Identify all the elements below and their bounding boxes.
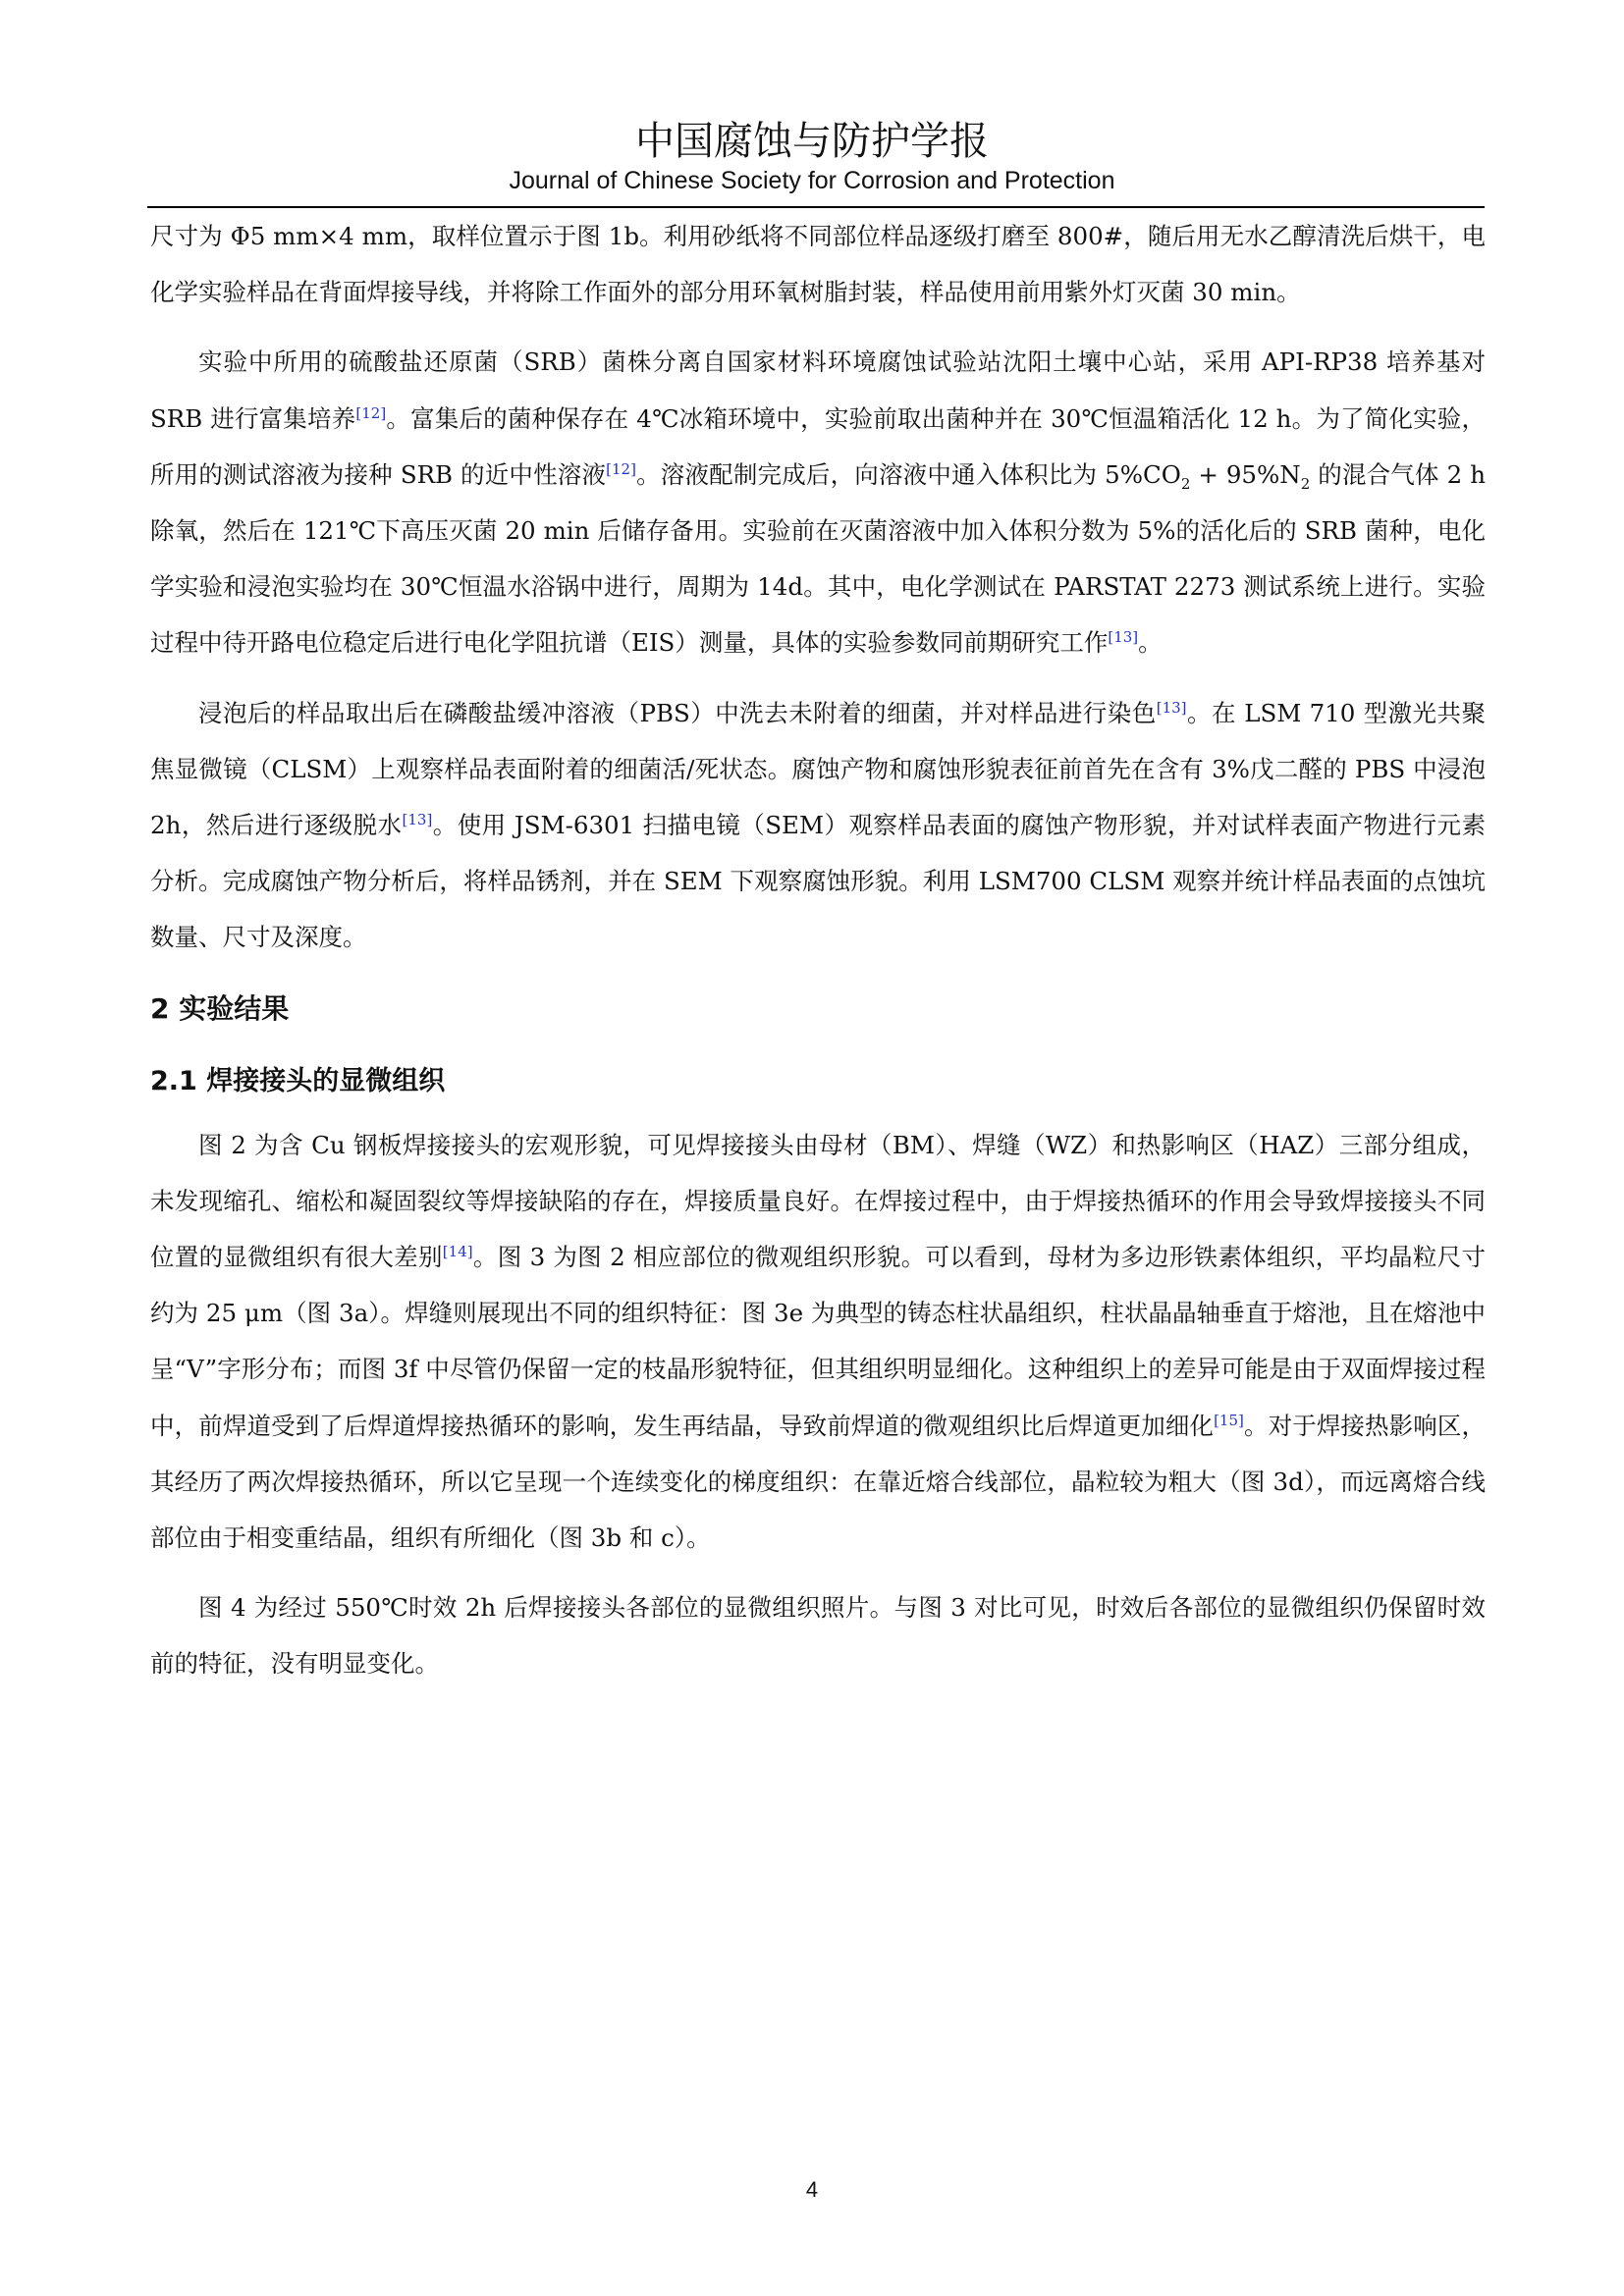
paragraph-microstructure [150, 1117, 1486, 1567]
page-number: 4 [805, 2177, 819, 2202]
citation-link[interactable]: [13] [1156, 698, 1187, 717]
subsection-heading: 2.1 焊接接头的显微组织 [150, 1065, 446, 1096]
text-segment: + 95%N [1190, 459, 1301, 489]
citation-link[interactable]: [13] [1108, 628, 1139, 647]
citation-link[interactable]: [14] [442, 1243, 473, 1261]
citation-link[interactable]: [15] [1214, 1411, 1244, 1429]
text-segment: 浸泡后的样品取出后在磷酸盐缓冲溶液（PBS）中洗去未附着的细菌，并对样品进行染色 [198, 698, 1157, 727]
text-segment: 的混合气体 2 h 除氧，然后在 121℃下高压灭菌 20 min 后储存备用。实验前在灭菌溶液中加入体积分数为 5%的活化后的 SRB 菌种，电化学实验和浸泡实验均在 30℃恒温水浴锅中进行，周期为 14d。其中，电化学测试在 PARSTAT 2273 测试系统上进行。实验过程中待开路电位稳定后进行电化学阻抗谱（EIS）测量，具体的实验参数同前期研究工作 [150, 459, 1486, 658]
text-segment: 。使用 JSM-6301 扫描电镜（SEM）观察样品表面的腐蚀产物形貌，并对试样表面产物进行元素分析。完成腐蚀产物分析后，将样品锈剂，并在 SEM 下观察腐蚀形貌。利用 LSM700 CLSM 观察并统计样品表面的点蚀坑数量、尺寸及深度。 [150, 811, 1486, 952]
section-heading: 2 实验结果 [150, 991, 290, 1025]
text-segment: 。 [1138, 628, 1163, 658]
paragraph-sample-prep: 尺寸为 Φ5 mm×4 mm，取样位置示于图 1b。利用砂纸将不同部位样品逐级打磨至 800#，随后用无水乙醇清洗后烘干，电化学实验样品在背面焊接导线，并将除工作面外的部分用环氧树脂封装，样品使用前用紫外灯灭菌 30 min。 [150, 222, 1486, 307]
text-segment: 实验中所用的硫酸盐还原菌（SRB）菌株分离自国家材料环境腐蚀试验站沈阳土壤中心站，采用 API-RP38 培养基对 SRB 进行富集培养 [150, 347, 1486, 433]
text-segment: 。图 3 为图 2 相应部位的微观组织形貌。可以看到，母材为多边形铁素体组织，平均晶粒尺寸约为 25 μm（图 3a）。焊缝则展现出不同的组织特征：图 3e 为典型的铸态柱状晶组织，柱状晶晶轴垂直于熔池，且在熔池中呈“V”字形分布；而图 3f 中尽管仍保留一定的枝晶形貌特征，但其组织明显细化。这种组织上的差异可能是由于双面焊接过程中，前焊道受到了后焊道焊接热循环的影响，发生再结晶，导致前焊道的微观组织比后焊道更加细化 [150, 1243, 1487, 1440]
text-segment: 。对于焊接热影响区，其经历了两次焊接热循环，所以它呈现一个连续变化的梯度组织：在靠近熔合线部位，晶粒较为粗大（图 3d），而远离熔合线部位由于相变重结晶，组织有所细化（图 3b 和 c）。 [150, 1411, 1487, 1553]
text-segment: 。在 LSM 710 型激光共聚焦显微镜（CLSM）上观察样品表面附着的细菌活/死状态。腐蚀产物和腐蚀形貌表征前首先在含有 3%戊二醛的 PBS 中浸泡 2h，然后进行逐级脱水 [150, 698, 1487, 840]
citation-link[interactable]: [12] [606, 459, 636, 478]
journal-title-cn: 中国腐蚀与防护学报 [635, 119, 989, 164]
subscript: 2 [1180, 474, 1191, 493]
text-segment: 。溶液配制完成后，向溶液中通入体积比为 5%CO [635, 459, 1181, 489]
paragraph-observation [150, 685, 1486, 966]
body-text [150, 208, 1486, 1692]
paragraph-srb-culture [150, 334, 1486, 670]
text-segment: 图 2 为含 Cu 钢板焊接接头的宏观形貌，可见焊接接头由母材（BM）、焊缝（WZ）和热影响区（HAZ）三部分组成，未发现缩孔、缩松和凝固裂纹等焊接缺陷的存在，焊接质量良好。在焊接过程中，由于焊接热循环的作用会导致焊接接头不同位置的显微组织有很大差别 [150, 1130, 1486, 1272]
subscript: 2 [1300, 474, 1311, 493]
text-segment: 。富集后的菌种保存在 4℃冰箱环境中，实验前取出菌种并在 30℃恒温箱活化 12 h。为了简化实验，所用的测试溶液为接种 SRB 的近中性溶液 [150, 403, 1486, 489]
journal-title-en: Journal of Chinese Society for Corrosion and Protection [509, 167, 1115, 194]
citation-link[interactable]: [12] [355, 403, 387, 422]
paragraph-aging: 图 4 为经过 550℃时效 2h 后焊接接头各部位的显微组织照片。与图 3 对比可见，时效后各部位的显微组织仍保留时效前的特征，没有明显变化。 [150, 1593, 1486, 1679]
citation-link[interactable]: [13] [402, 811, 433, 829]
